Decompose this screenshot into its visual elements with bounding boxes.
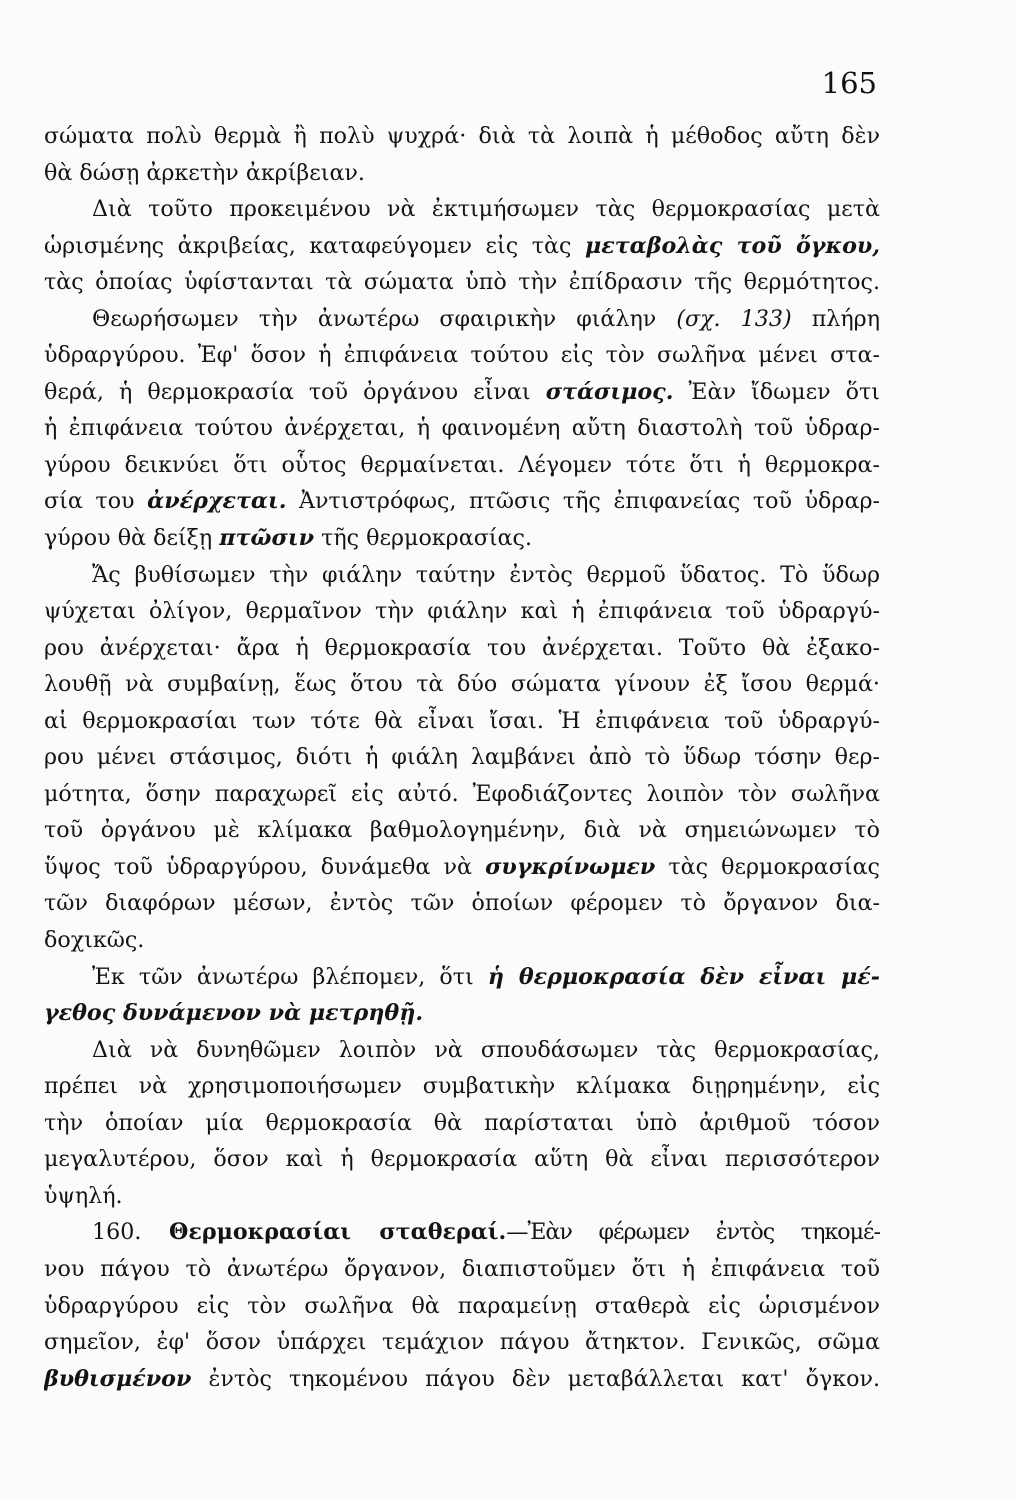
text-line: Διὰ τοῦτο προκειμένου νὰ ἐκτιμήσωμεν τὰς θερμοκρασίας μετὰ xyxy=(92,196,880,223)
text-line: δοχικῶς. xyxy=(44,927,145,954)
text-run: σία του xyxy=(44,488,135,515)
text-line: νου πάγου τὸ ἀνωτέρω ὄργανον, διαπιστοῦμεν ὅτι ἡ ἐπιφάνεια τοῦ xyxy=(44,1255,880,1282)
figure-reference: (σχ. 133) xyxy=(676,305,792,332)
emphasis-text: στάσιμος. xyxy=(545,378,674,405)
text-line: γύρου δεικνύει ὅτι οὗτος θερμαίνεται. Λέγομεν τότε ὅτι ἡ θερμοκρα- xyxy=(44,451,880,478)
text-line: τὴν ὁποίαν μία θερμοκρασία θὰ παρίσταται ὑπὸ ἀριθμοῦ τόσον xyxy=(44,1109,880,1136)
page-number: 165 xyxy=(821,66,877,100)
text-line: ὑψηλή. xyxy=(44,1182,123,1209)
text-run: θερά, ἡ θερμοκρασία τοῦ ὀργάνου εἶναι xyxy=(44,378,531,405)
text-run: Θεωρήσωμεν τὴν ἀνωτέρω σφαιρικὴν φιάλην xyxy=(92,305,657,332)
text-line: ὑδραργύρου. Ἐφ' ὅσον ἡ ἐπιφάνεια τούτου εἰς τὸν σωλῆνα μένει στα- xyxy=(44,342,880,369)
text-line: σημεῖον, ἐφ' ὅσον ὑπάρχει τεμάχιον πάγου ἄτηκτον. Γενικῶς, σῶμα xyxy=(44,1329,880,1356)
text-run: πλήρη xyxy=(811,305,880,332)
text-run: τῆς θερμοκρασίας. xyxy=(321,525,533,552)
text-run: —Ἐὰν φέρωμεν ἐντὸς τηκομέ- xyxy=(506,1219,880,1246)
text-run: τὰς θερμοκρασίας xyxy=(668,853,880,880)
text-line: Διὰ νὰ δυνηθῶμεν λοιπὸν νὰ σπουδάσωμεν τὰς θερμοκρασίας, xyxy=(92,1036,880,1063)
text-line: ὑδραργύρου εἰς τὸν σωλῆνα θὰ παραμείνῃ σταθερὰ εἰς ὡρισμένον xyxy=(44,1292,880,1319)
body-text xyxy=(44,118,880,1397)
section-heading-line xyxy=(44,1214,880,1251)
emphasis-text: ἀνέρχεται. xyxy=(147,488,287,515)
text-line xyxy=(44,483,880,520)
section-number: 160. xyxy=(92,1219,142,1246)
text-line: μεγαλυτέρου, ὅσον καὶ ἡ θερμοκρασία αὕτη θὰ εἶναι περισσότερον xyxy=(44,1146,880,1173)
text-line: ρου ἀνέρχεται· ἄρα ἡ θερμοκρασία του ἀνέρχεται. Τοῦτο θὰ ἐξακο- xyxy=(44,634,880,661)
text-line xyxy=(44,520,880,557)
text-line: τῶν διαφόρων μέσων, ἐντὸς τῶν ὁποίων φέρομεν τὸ ὄργανον δια- xyxy=(44,890,880,917)
text-run: Ἀντιστρόφως, πτῶσις τῆς ἐπιφανείας τοῦ ὑδραρ- xyxy=(299,488,880,515)
text-line: σώματα πολὺ θερμὰ ἢ πολὺ ψυχρά· διὰ τὰ λοιπὰ ἡ μέθοδος αὔτη δὲν xyxy=(44,123,880,149)
text-line: Ἄς βυθίσωμεν τὴν φιάλην ταύτην ἐντὸς θερμοῦ ὕδατος. Τὸ ὕδωρ xyxy=(92,561,880,588)
text-run: ὕψος τοῦ ὑδραργύρου, δυνάμεθα νὰ xyxy=(44,853,472,880)
text-line: τὰς ὁποίας ὑφίστανται τὰ σώματα ὑπὸ τὴν ἐπίδρασιν τῆς θερμότητος. xyxy=(44,269,880,296)
text-line: αἱ θερμοκρασίαι των τότε θὰ εἶναι ἴσαι. Ἡ ἐπιφάνεια τοῦ ὑδραργύ- xyxy=(44,707,880,734)
text-line xyxy=(44,849,880,886)
text-run: γύρου θὰ δείξῃ xyxy=(44,525,213,552)
text-line: ψύχεται ὀλίγον, θερμαῖνον τὴν φιάλην καὶ ἡ ἐπιφάνεια τοῦ ὑδραργύ- xyxy=(44,598,880,625)
emphasis-text: συγκρίνωμεν xyxy=(485,853,656,880)
text-line: μότητα, ὅσην παραχωρεῖ εἰς αὐτό. Ἐφοδιάζοντες λοιπὸν τὸν σωλῆνα xyxy=(44,780,880,807)
text-line xyxy=(44,959,880,996)
text-run: ἐντὸς τηκομένου πάγου δὲν μεταβάλλεται κατ' ὄγκον. xyxy=(208,1365,880,1392)
text-line xyxy=(44,301,880,338)
text-run: Ἐκ τῶν ἀνωτέρω βλέπομεν, ὅτι xyxy=(92,963,474,990)
text-line: τοῦ ὀργάνου μὲ κλίμακα βαθμολογημένην, διὰ νὰ σημειώνωμεν τὸ xyxy=(44,817,880,844)
text-line: γεθος δυνάμενον νὰ μετρηθῇ. xyxy=(44,1000,424,1027)
text-line: πρέπει νὰ χρησιμοποιήσωμεν συμβατικὴν κλίμακα διῃρημένην, εἰς xyxy=(44,1073,880,1100)
text-run: Ἐὰν ἴδωμεν ὅτι xyxy=(688,378,880,405)
text-line xyxy=(44,374,880,411)
text-run: ὡρισμένης ἀκριβείας, καταφεύγομεν εἰς τὰς xyxy=(44,232,572,259)
emphasis-text: βυθισμένον xyxy=(44,1365,192,1392)
text-line xyxy=(44,1361,880,1398)
text-line: ρου μένει στάσιμος, διότι ἡ φιάλη λαμβάνει ἀπὸ τὸ ὕδωρ τόσην θερ- xyxy=(44,744,880,771)
text-line: ἡ ἐπιφάνεια τούτου ἀνέρχεται, ἡ φαινομένη αὔτη διαστολὴ τοῦ ὑδραρ- xyxy=(44,415,880,442)
text-line xyxy=(44,228,880,265)
emphasis-text: ἡ θερμοκρασία δὲν εἶναι μέ- xyxy=(487,963,880,990)
emphasis-text: μεταβολὰς τοῦ ὄγκου, xyxy=(584,232,880,259)
section-title: Θερμοκρασίαι σταθεραί. xyxy=(169,1219,507,1246)
text-line: θὰ δώσῃ ἀρκετὴν ἀκρίβειαν. xyxy=(44,159,365,186)
text-line: λουθῇ νὰ συμβαίνῃ, ἕως ὅτου τὰ δύο σώματα γίνουν ἐξ ἴσου θερμά· xyxy=(44,671,880,698)
emphasis-text: πτῶσιν xyxy=(219,525,315,552)
